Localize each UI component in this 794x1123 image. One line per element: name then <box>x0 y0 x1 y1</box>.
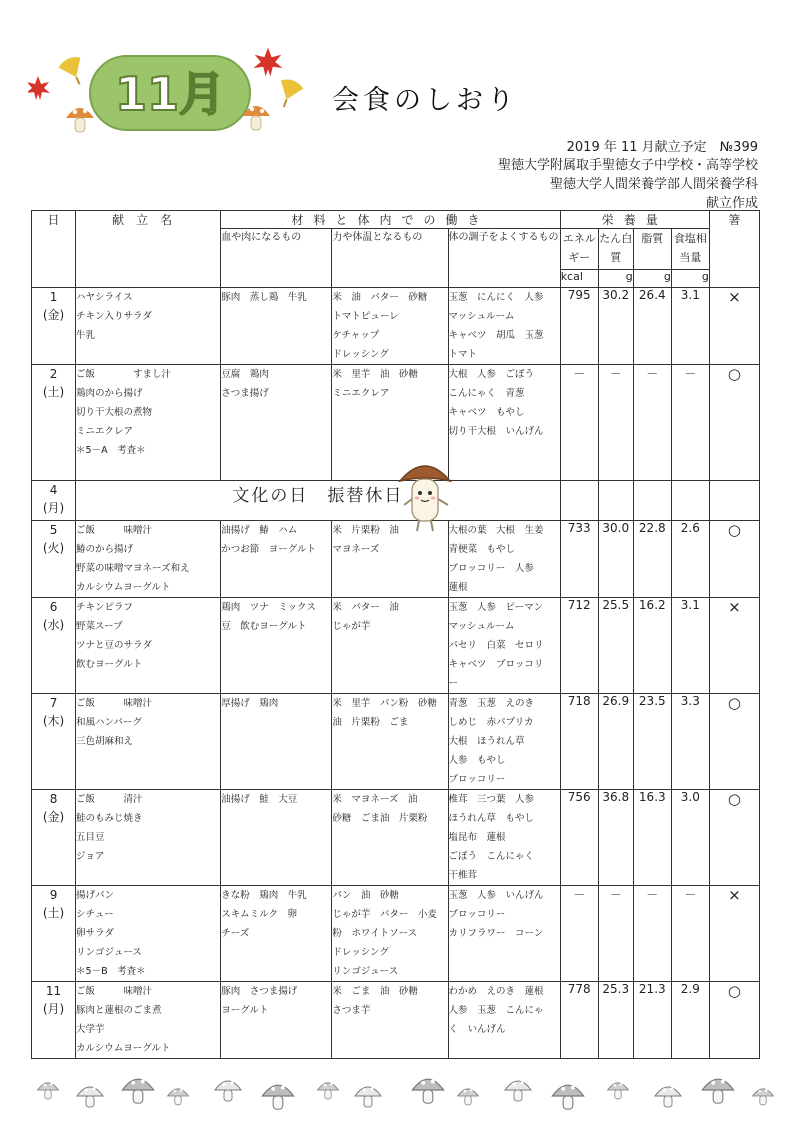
energy-ingredients-line: じゃが芋 <box>332 621 371 632</box>
mushroom-icon <box>655 1087 681 1107</box>
energy-ingredients-line: ケチャップ <box>332 330 380 341</box>
header-protein: たん白質 <box>598 229 633 270</box>
condition-ingredients-line: く いんげん <box>448 1024 506 1035</box>
month-banner <box>28 40 308 140</box>
dish-list-line: ご飯 味噌汁 <box>76 525 153 536</box>
blood-ingredients <box>221 694 332 790</box>
energy-ingredients <box>332 886 448 982</box>
mushroom-icon <box>608 1083 629 1099</box>
department-name: 聖徳大学人間栄養学部人間栄養学科 <box>549 177 758 192</box>
condition-ingredients-line: 椎茸 三つ葉 人参 <box>448 794 535 805</box>
condition-ingredients-line: 玉葱 人参 いんげん <box>448 890 544 901</box>
blood-ingredients <box>221 288 332 365</box>
table-row <box>32 694 760 790</box>
condition-ingredients-line: ほうれん草 もやし <box>448 813 535 824</box>
dish-list <box>76 982 221 1059</box>
mushroom-icon <box>702 1079 733 1103</box>
salt-value: 3.1 <box>671 288 709 365</box>
condition-ingredients-line: トマト <box>448 349 478 360</box>
day-of-week: (月) <box>42 1002 65 1016</box>
condition-ingredients-line: わかめ えのき 蓮根 <box>448 986 544 997</box>
condition-ingredients <box>448 288 560 365</box>
condition-ingredients-line: 玉葱 人参 ピーマン <box>448 602 544 613</box>
energy-ingredients-line: 油 片栗粉 ごま <box>332 717 409 728</box>
chopsticks-mark: ○ <box>709 365 759 481</box>
salt-value: 3.0 <box>671 790 709 886</box>
dish-list-line: リンゴジュース <box>76 947 142 958</box>
header-ingredients-group: 材料と体内での働き <box>221 211 560 229</box>
dish-list <box>76 598 221 694</box>
condition-ingredients-line: 切り干大根 いんげん <box>448 426 544 437</box>
blood-ingredients-line: 豚肉 さつま揚げ <box>221 986 298 997</box>
day-cell <box>32 982 76 1059</box>
condition-ingredients <box>448 886 560 982</box>
energy-value: 778 <box>560 982 598 1059</box>
blood-ingredients <box>221 598 332 694</box>
dish-list-line: 飲むヨーグルト <box>76 659 143 670</box>
day-number: 9 <box>49 888 58 902</box>
day-number: 1 <box>49 290 58 304</box>
condition-ingredients-line: 青梗菜 もやし <box>448 544 516 555</box>
condition-ingredients-line: こんにゃく 青葱 <box>448 388 525 399</box>
condition-ingredients-line: 干椎茸 <box>448 870 478 881</box>
dish-list-line: 卵サラダ <box>76 928 114 939</box>
condition-ingredients <box>448 521 560 598</box>
protein-value: 25.3 <box>598 982 633 1059</box>
protein-value: 26.9 <box>598 694 633 790</box>
menu-table <box>31 210 760 1059</box>
day-cell <box>32 694 76 790</box>
energy-ingredients-line: 米 里芋 油 砂糖 <box>332 369 418 380</box>
energy-ingredients <box>332 790 448 886</box>
energy-ingredients-line: 米 ごま 油 砂糖 <box>332 986 418 997</box>
day-number: 4 <box>49 483 58 497</box>
condition-ingredients-line: 蓮根 <box>448 582 468 593</box>
dish-list-line: カルシウムヨーグルト <box>76 1043 171 1054</box>
energy-ingredients-line: マヨネーズ <box>332 544 380 555</box>
chopsticks-mark: × <box>709 598 759 694</box>
mushroom-icon <box>355 1087 381 1107</box>
condition-ingredients <box>448 598 560 694</box>
day-number: 7 <box>49 696 58 710</box>
fat-value: 23.5 <box>633 694 671 790</box>
blood-ingredients-line: 鶏肉 ツナ ミックス <box>221 602 316 613</box>
fat-value: 21.3 <box>633 982 671 1059</box>
dish-list-line: ハヤシライス <box>76 292 133 303</box>
header-nutrition-group: 栄養量 <box>560 211 709 229</box>
energy-ingredients-line: さつま芋 <box>332 1005 371 1016</box>
fat-value: － <box>633 365 671 481</box>
day-of-week: (金) <box>42 810 65 824</box>
empty-cell <box>598 481 633 521</box>
unit-salt: g <box>671 270 709 288</box>
condition-ingredients-line: パセリ 白菜 セロリ <box>448 640 544 651</box>
energy-ingredients-line: 砂糖 ごま油 片栗粉 <box>332 813 428 824</box>
dish-list-line: ご飯 味噌汁 <box>76 986 153 997</box>
energy-ingredients <box>332 982 448 1059</box>
fat-value: － <box>633 886 671 982</box>
empty-cell <box>671 481 709 521</box>
condition-ingredients-line: 大根 人参 ごぼう <box>448 369 535 380</box>
dish-list-line: ご飯 すまし汁 <box>76 369 172 380</box>
blood-ingredients-line: 厚揚げ 鶏肉 <box>221 698 279 709</box>
energy-ingredients-line: 米 バター 油 <box>332 602 399 613</box>
fat-value: 16.3 <box>633 790 671 886</box>
table-row <box>32 886 760 982</box>
dish-list-line: ジョア <box>76 851 105 862</box>
day-number: 8 <box>49 792 58 806</box>
document-title: 会食のしおり <box>332 85 518 116</box>
header-body-condition: 体の調子をよくするもの <box>448 229 560 288</box>
dish-list-line: 和風ハンバーグ <box>76 717 142 728</box>
energy-value: － <box>560 365 598 481</box>
condition-ingredients-line: しめじ 赤パプリカ <box>448 717 534 728</box>
chopsticks-mark: ○ <box>709 694 759 790</box>
energy-ingredients-line: ドレッシング <box>332 947 389 958</box>
blood-ingredients-line: さつま揚げ <box>221 388 269 399</box>
day-of-week: (水) <box>42 618 65 632</box>
dish-list-line: 鰆のから揚げ <box>76 544 134 555</box>
mushroom-icon <box>552 1085 583 1109</box>
day-of-week: (土) <box>42 906 65 920</box>
blood-ingredients-line: きな粉 鶏肉 牛乳 <box>221 890 307 901</box>
blood-ingredients-line: 豚肉 蒸し鶏 牛乳 <box>221 292 307 303</box>
menu-plan-number: 2019 年 11 月献立予定 №399 <box>566 140 758 155</box>
fat-value: 16.2 <box>633 598 671 694</box>
header-day: 日 <box>32 211 76 288</box>
protein-value: 25.5 <box>598 598 633 694</box>
condition-ingredients-line: 大根 ほうれん草 <box>448 736 525 747</box>
condition-ingredients-line: キャベツ 胡瓜 玉葱 <box>448 330 544 341</box>
mushroom-icon <box>262 1085 293 1109</box>
dish-list <box>76 790 221 886</box>
day-cell <box>32 481 76 521</box>
condition-ingredients <box>448 982 560 1059</box>
blood-ingredients <box>221 982 332 1059</box>
condition-ingredients-line: カリフラワー コーン <box>448 928 544 939</box>
day-number: 6 <box>49 600 58 614</box>
day-of-week: (火) <box>42 541 65 555</box>
mushroom-icon <box>38 1083 59 1099</box>
maple-leaf-icon <box>254 48 283 77</box>
dish-list <box>76 694 221 790</box>
protein-value: 30.2 <box>598 288 633 365</box>
day-number: 2 <box>49 367 58 381</box>
dish-list-line: ミニエクレア <box>76 426 134 437</box>
condition-ingredients <box>448 790 560 886</box>
condition-ingredients-line: マッシュルーム <box>448 621 515 632</box>
blood-ingredients-line: 豆 飲むヨーグルト <box>221 621 307 632</box>
condition-ingredients-line: キャベツ もやし <box>448 407 525 418</box>
maple-leaf-icon <box>28 76 50 100</box>
salt-value: 2.9 <box>671 982 709 1059</box>
condition-ingredients-line: ブロッコリー <box>448 909 506 920</box>
condition-ingredients-line: 大根の葉 大根 生姜 <box>448 525 544 536</box>
blood-ingredients <box>221 521 332 598</box>
salt-value: 2.6 <box>671 521 709 598</box>
energy-value: 795 <box>560 288 598 365</box>
mushroom-icon <box>77 1087 103 1107</box>
dish-list-line: チキン入りサラダ <box>76 311 152 322</box>
blood-ingredients-line: ヨーグルト <box>221 1005 269 1016</box>
fat-value: 22.8 <box>633 521 671 598</box>
dish-list-line: ご飯 味噌汁 <box>76 698 153 709</box>
day-of-week: (金) <box>42 308 65 322</box>
energy-ingredients-line: ミニエクレア <box>332 388 390 399</box>
energy-ingredients-line: パン 油 砂糖 <box>332 890 399 901</box>
creator-note: 献立作成 <box>705 196 758 211</box>
blood-ingredients-line: 豆腐 鶏肉 <box>221 369 269 380</box>
condition-ingredients <box>448 694 560 790</box>
energy-value: － <box>560 886 598 982</box>
day-cell <box>32 790 76 886</box>
energy-ingredients-line: 米 里芋 パン粉 砂糖 <box>332 698 437 709</box>
dish-list-line: 野菜スープ <box>76 621 123 632</box>
salt-value: 3.1 <box>671 598 709 694</box>
header-salt: 食塩相当量 <box>671 229 709 270</box>
energy-ingredients-line: 米 油 バター 砂糖 <box>332 292 428 303</box>
day-cell <box>32 365 76 481</box>
day-of-week: (土) <box>42 385 65 399</box>
empty-cell <box>560 481 598 521</box>
header-blood-muscle: 血や肉になるもの <box>221 229 332 288</box>
ginkgo-leaf-icon <box>273 76 305 111</box>
empty-cell <box>709 481 759 521</box>
mushroom-icon <box>753 1089 774 1105</box>
empty-cell <box>633 481 671 521</box>
day-cell <box>32 598 76 694</box>
energy-value: 733 <box>560 521 598 598</box>
dish-list-line: 三色胡麻和え <box>76 736 134 747</box>
mushroom-icon <box>215 1081 241 1101</box>
energy-ingredients <box>332 694 448 790</box>
protein-value: 30.0 <box>598 521 633 598</box>
chopsticks-mark: ○ <box>709 982 759 1059</box>
chopsticks-mark: ○ <box>709 790 759 886</box>
dish-list-line: 牛乳 <box>76 330 96 341</box>
table-row <box>32 288 760 365</box>
condition-ingredients-line: ごぼう こんにゃく <box>448 851 534 862</box>
dish-list-line: 揚げパン <box>76 890 115 901</box>
dish-list <box>76 288 221 365</box>
fat-value: 26.4 <box>633 288 671 365</box>
energy-value: 712 <box>560 598 598 694</box>
condition-ingredients-line: ー <box>448 678 459 689</box>
chopsticks-mark: × <box>709 886 759 982</box>
condition-ingredients-line: キャベツ ブロッコリ <box>448 659 544 670</box>
energy-ingredients-line: じゃが芋 バター 小麦 <box>332 909 437 920</box>
blood-ingredients-line: チーズ <box>221 928 250 939</box>
month-label: 11月 <box>114 67 226 121</box>
day-of-week: (木) <box>42 714 65 728</box>
day-number: 11 <box>45 984 62 998</box>
day-number: 5 <box>49 523 58 537</box>
mushroom-icon <box>168 1089 189 1105</box>
condition-ingredients-line: ブロッコリー 人参 <box>448 563 534 574</box>
condition-ingredients-line: 玉葱 にんにく 人参 <box>448 292 544 303</box>
energy-ingredients-line: ドレッシング <box>332 349 389 360</box>
unit-energy: kcal <box>560 270 598 288</box>
blood-ingredients-line: かつお節 ヨーグルト <box>221 544 316 555</box>
blood-ingredients <box>221 886 332 982</box>
dish-list <box>76 521 221 598</box>
condition-ingredients-line: 人参 もやし <box>448 755 506 766</box>
mushroom-icon <box>66 108 94 132</box>
condition-ingredients-line: 塩昆布 蓮根 <box>448 832 506 843</box>
day-cell <box>32 288 76 365</box>
dish-list-line: カルシウムヨーグルト <box>76 582 171 593</box>
table-row <box>32 598 760 694</box>
mushroom-icon <box>412 1079 443 1103</box>
mushroom-icon <box>505 1081 531 1101</box>
blood-ingredients-line: 油揚げ 鮭 大豆 <box>221 794 298 805</box>
energy-ingredients-line: 粉 ホワイトソース <box>332 928 418 939</box>
protein-value: 36.8 <box>598 790 633 886</box>
holiday-label: 文化の日 振替休日 <box>76 481 561 521</box>
school-name: 聖徳大学附属取手聖徳女子中学校・高等学校 <box>497 158 758 173</box>
condition-ingredients-line: マッシュルーム <box>448 311 515 322</box>
energy-ingredients <box>332 598 448 694</box>
unit-fat: g <box>633 270 671 288</box>
chopsticks-mark: ○ <box>709 521 759 598</box>
salt-value: 3.3 <box>671 694 709 790</box>
dish-list-line: 鮭のもみじ焼き <box>76 813 143 824</box>
dish-list-line: 五目豆 <box>76 832 105 843</box>
table-row <box>32 982 760 1059</box>
dish-list-line: シチュー <box>76 909 114 920</box>
dish-list <box>76 886 221 982</box>
energy-ingredients-line: 米 マヨネーズ 油 <box>332 794 418 805</box>
protein-value: － <box>598 365 633 481</box>
dish-list <box>76 365 221 481</box>
unit-protein: g <box>598 270 633 288</box>
salt-value: － <box>671 886 709 982</box>
salt-value: － <box>671 365 709 481</box>
dish-list-line: チキンピラフ <box>76 602 133 613</box>
energy-value: 718 <box>560 694 598 790</box>
blood-ingredients <box>221 365 332 481</box>
day-cell <box>32 886 76 982</box>
header-dish: 献立名 <box>76 211 221 288</box>
dish-list-line: 野菜の味噌マヨネーズ和え <box>76 563 190 574</box>
chopsticks-mark: × <box>709 288 759 365</box>
energy-ingredients-line: リンゴジュース <box>332 966 399 977</box>
energy-ingredients-line: トマトピューレ <box>332 311 399 322</box>
mushroom-mascot-icon <box>396 455 454 533</box>
dish-list-line: 鶏肉のから揚げ <box>76 388 143 399</box>
dish-list-line: ご飯 清汁 <box>76 794 143 805</box>
energy-value: 756 <box>560 790 598 886</box>
blood-ingredients-line: 油揚げ 鰆 ハム <box>221 525 298 536</box>
ginkgo-leaf-icon <box>57 54 91 90</box>
header-fat: 脂質 <box>633 229 671 270</box>
header-chopsticks: 箸 <box>709 211 759 288</box>
dish-list-line: 切り干大根の煮物 <box>76 407 153 418</box>
condition-ingredients <box>448 365 560 481</box>
mushroom-icon <box>122 1079 153 1103</box>
condition-ingredients-line: 青葱 玉葱 えのき <box>448 698 535 709</box>
energy-ingredients <box>332 288 448 365</box>
footer-mushroom-border <box>28 1068 788 1113</box>
protein-value: － <box>598 886 633 982</box>
mushroom-icon <box>458 1089 479 1105</box>
mushroom-icon <box>318 1083 339 1099</box>
dish-list-line: ＊5－A 考査＊ <box>76 445 146 456</box>
condition-ingredients-line: 人参 玉葱 こんにゃ <box>448 1005 544 1016</box>
dish-list-line: 豚肉と蓮根のごま煮 <box>76 1005 162 1016</box>
table-row <box>32 790 760 886</box>
dish-list-line: 大学芋 <box>76 1024 105 1035</box>
blood-ingredients-line: スキムミルク 卵 <box>221 909 297 920</box>
dish-list-line: ツナと豆のサラダ <box>76 640 152 651</box>
condition-ingredients-line: ブロッコリー <box>448 774 506 785</box>
header-energy: エネルギー <box>560 229 598 270</box>
blood-ingredients <box>221 790 332 886</box>
dish-list-line: ＊5－B 考査＊ <box>76 966 146 977</box>
day-cell <box>32 521 76 598</box>
energy-ingredients-line: 米 片栗粉 油 <box>332 525 399 536</box>
day-of-week: (月) <box>42 501 65 515</box>
header-energy-source: 力や体温となるもの <box>332 229 448 288</box>
